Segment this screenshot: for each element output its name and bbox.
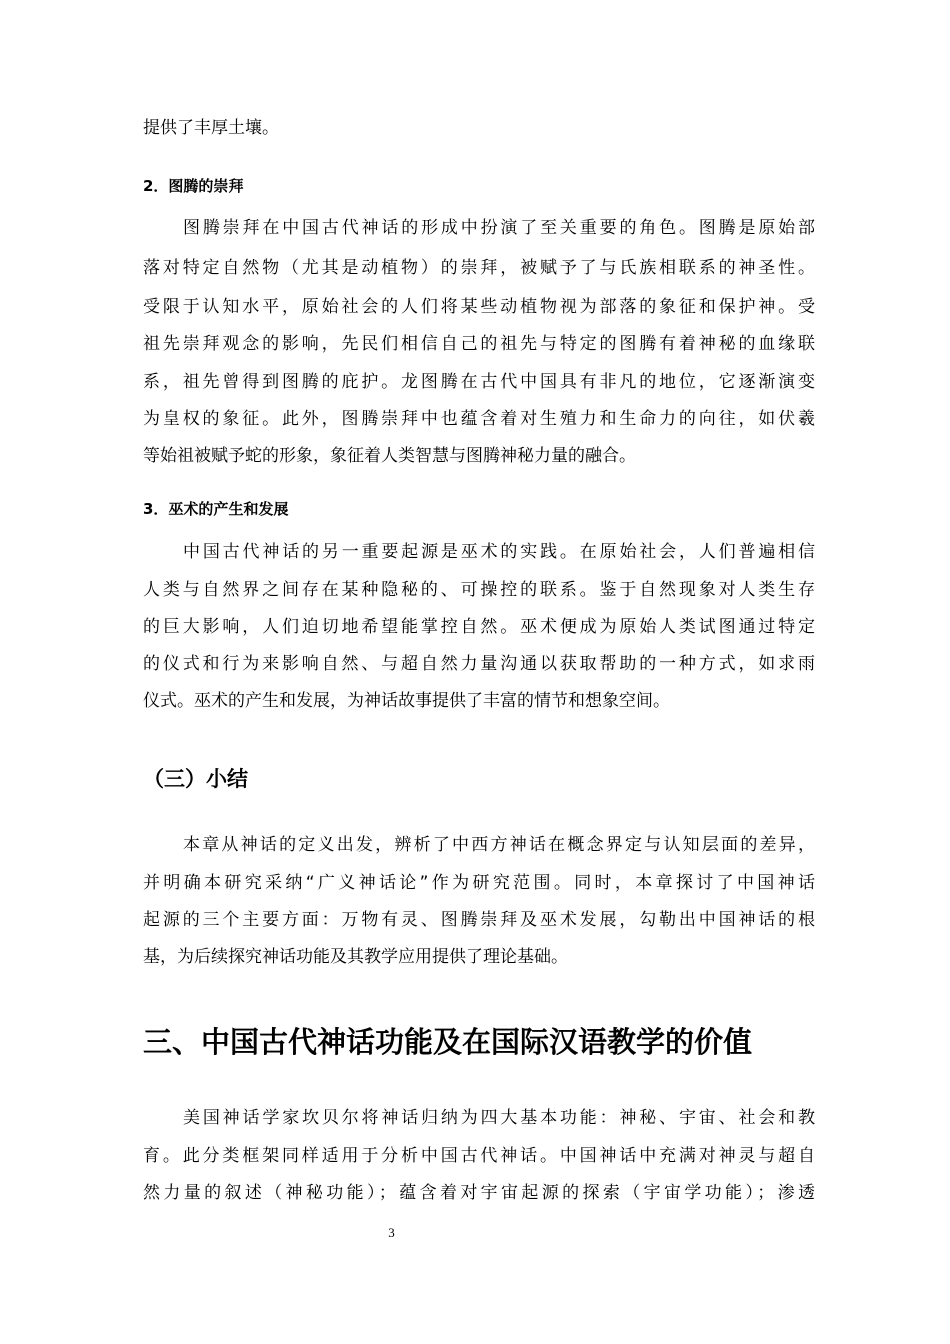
paragraph-line: 中国古代神话的另一重要起源是巫术的实践。在原始社会，人们普遍相信 [183, 542, 815, 562]
paragraph-line: 育。此分类框架同样适用于分析中国古代神话。中国神话中充满对神灵与超自 [143, 1146, 815, 1166]
section-heading-summary: （三）小结 [143, 767, 248, 791]
paragraph-line: 落对特定自然物（尤其是动植物）的崇拜，被赋予了与氏族相联系的神圣性。 [143, 258, 815, 278]
paragraph-line: 为皇权的象征。此外，图腾崇拜中也蕴含着对生殖力和生命力的向往，如伏羲 [143, 409, 815, 429]
paragraph-line: 等始祖被赋予蛇的形象，象征着人类智慧与图腾神秘力量的融合。 [143, 446, 636, 466]
paragraph-line: 基，为后续探究神话功能及其教学应用提供了理论基础。 [143, 947, 568, 967]
page-number: 3 [388, 1225, 395, 1240]
paragraph-line: 然力量的叙述（神秘功能）；蕴含着对宇宙起源的探索（宇宙学功能）；渗透 [143, 1183, 815, 1203]
paragraph-line: 提供了丰厚土壤。 [143, 118, 279, 138]
paragraph-line: 系，祖先曾得到图腾的庇护。龙图腾在古代中国具有非凡的地位，它逐渐演变 [143, 372, 815, 392]
paragraph-line: 图腾崇拜在中国古代神话的形成中扮演了至关重要的角色。图腾是原始部 [183, 218, 815, 238]
paragraph-line: 仪式。巫术的产生和发展，为神话故事提供了丰富的情节和想象空间。 [143, 691, 670, 711]
paragraph-line: 并明确本研究采纳“广义神话论”作为研究范围。同时，本章探讨了中国神话 [143, 873, 815, 893]
paragraph-line: 的巨大影响，人们迫切地希望能掌控自然。巫术便成为原始人类试图通过特定 [143, 617, 815, 637]
paragraph-line: 祖先崇拜观念的影响，先民们相信自己的祖先与特定的图腾有着神秘的血缘联 [143, 334, 815, 354]
subsection-heading-witchcraft: 3．巫术的产生和发展 [143, 500, 289, 518]
chapter-heading: 三、中国古代神话功能及在国际汉语教学的价值 [143, 1025, 753, 1059]
paragraph-line: 的仪式和行为来影响自然、与超自然力量沟通以获取帮助的一种方式，如求雨 [143, 654, 815, 674]
paragraph-line: 受限于认知水平，原始社会的人们将某些动植物视为部落的象征和保护神。受 [143, 297, 815, 317]
subsection-heading-totem: 2．图腾的崇拜 [143, 177, 244, 195]
paragraph-line: 人类与自然界之间存在某种隐秘的、可操控的联系。鉴于自然现象对人类生存 [143, 580, 815, 600]
paragraph-line: 起源的三个主要方面：万物有灵、图腾崇拜及巫术发展，勾勒出中国神话的根 [143, 910, 815, 930]
paragraph-line: 本章从神话的定义出发，辨析了中西方神话在概念界定与认知层面的差异， [183, 835, 815, 855]
paragraph-line: 美国神话学家坎贝尔将神话归纳为四大基本功能：神秘、宇宙、社会和教 [183, 1108, 815, 1128]
